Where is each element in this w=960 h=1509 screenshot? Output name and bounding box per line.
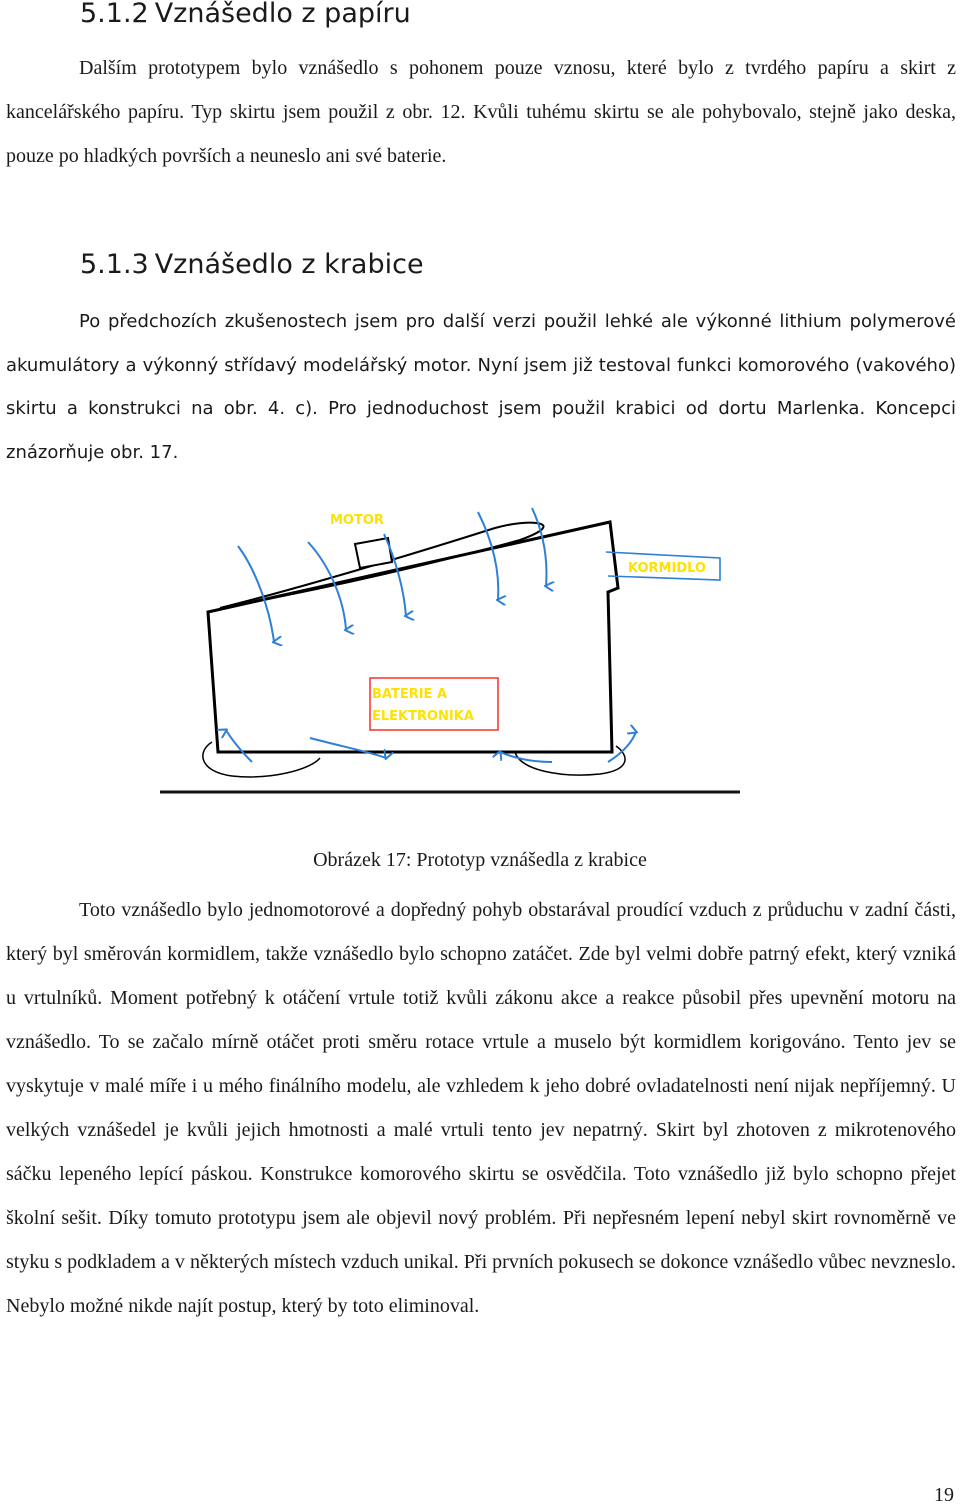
figure-caption: Obrázek 17: Prototyp vznášedla z krabice [313,849,647,871]
skirt-left [203,742,320,777]
airflow-arrow [226,730,252,762]
section-number: 5.1.2 [80,0,149,29]
section-title: Vznášedlo z krabice [154,249,424,280]
section-heading-5-1-2 [80,0,411,29]
propeller-icon [220,523,544,608]
paragraph-paper-hovercraft: Dalším prototypem bylo vznášedlo s pohonem pouze vznosu, které bylo z tvrdého papíru a skirt z kancelářského papíru. Typ skirtu jsem použil z obr. 12. Kvůli tuhému skirtu se ale pohybovalo, stejně jako deska, pouze po hladkých površích a neuneslo ani své baterie. [6,57,956,167]
airflow-arrow [532,508,546,586]
hovercraft-sketch [160,500,740,800]
airflow-arrow [238,546,274,642]
section-heading-5-1-3 [80,249,424,280]
page-number: 19 [934,1484,954,1506]
paragraph-body: Toto vznášedlo bylo jednomotorové a dopředný pohyb obstarával proudící vzduch z průduchu v zadní části, který byl směrován kormidlem, takže vznášedlo bylo schopno zatáčet. Zde byl velmi dobře patrný efekt, který vzniká u vrtulníků. Moment potřebný k otáčení vrtule totiž kvůli zákonu akce a reakce působil přes upevnění motoru na vznášedlo. To se začalo mírně otáčet proti směru rotace vrtule a muselo být kormidlem korigováno. Tento jev se vyskytuje v malé míře i u mého finálního modelu, ale vzhledem k jeho dobré ovladatelnosti není nijak nepříjemný. U velkých vznášedel je kvůli jejich hmotnosti a malé vrtuli tento jev nepatrný. Skirt byl zhotoven z mikrotenového sáčku lepeného lepící páskou. Konstrukce komorového skirtu se osvědčila. Toto vznášedlo již bylo schopno přejet školní sešit. Díky tomuto prototypu jsem ale objevil nový problém. Při nepřesném lepení nebyl skirt rovnoměrně ve styku s podkladem a v některých místech vzduch unikal. Při prvních pokusech se dokonce vznášedlo vůbec nevzneslo. Nebylo možné nikde najít postup, který by toto eliminoval. [6,899,956,1317]
airflow-arrow [310,738,386,758]
section-number: 5.1.3 [80,249,149,280]
hovercraft-concept-figure [160,500,740,800]
airflow-arrow [478,512,498,600]
label-motor: MOTOR [330,513,384,528]
label-kormidlo: KORMIDLO [628,561,706,576]
section-title: Vznášedlo z papíru [154,0,411,29]
label-baterie-line1: BATERIE A [372,687,448,702]
label-baterie-line2: ELEKTRONIKA [372,709,474,724]
paragraph-box-hovercraft: Po předchozích zkušenostech jsem pro další verzi použil lehké ale výkonné lithium polymerové akumulátory a výkonný střídavý modelářský motor. Nyní jsem již testoval funkci komorového (vakového) skirtu a konstrukci na obr. 4. c). Pro jednoduchost jsem použil krabici od dortu Marlenka. Koncepci znázorňuje obr. 17. [6,311,956,463]
motor-block [355,538,392,568]
